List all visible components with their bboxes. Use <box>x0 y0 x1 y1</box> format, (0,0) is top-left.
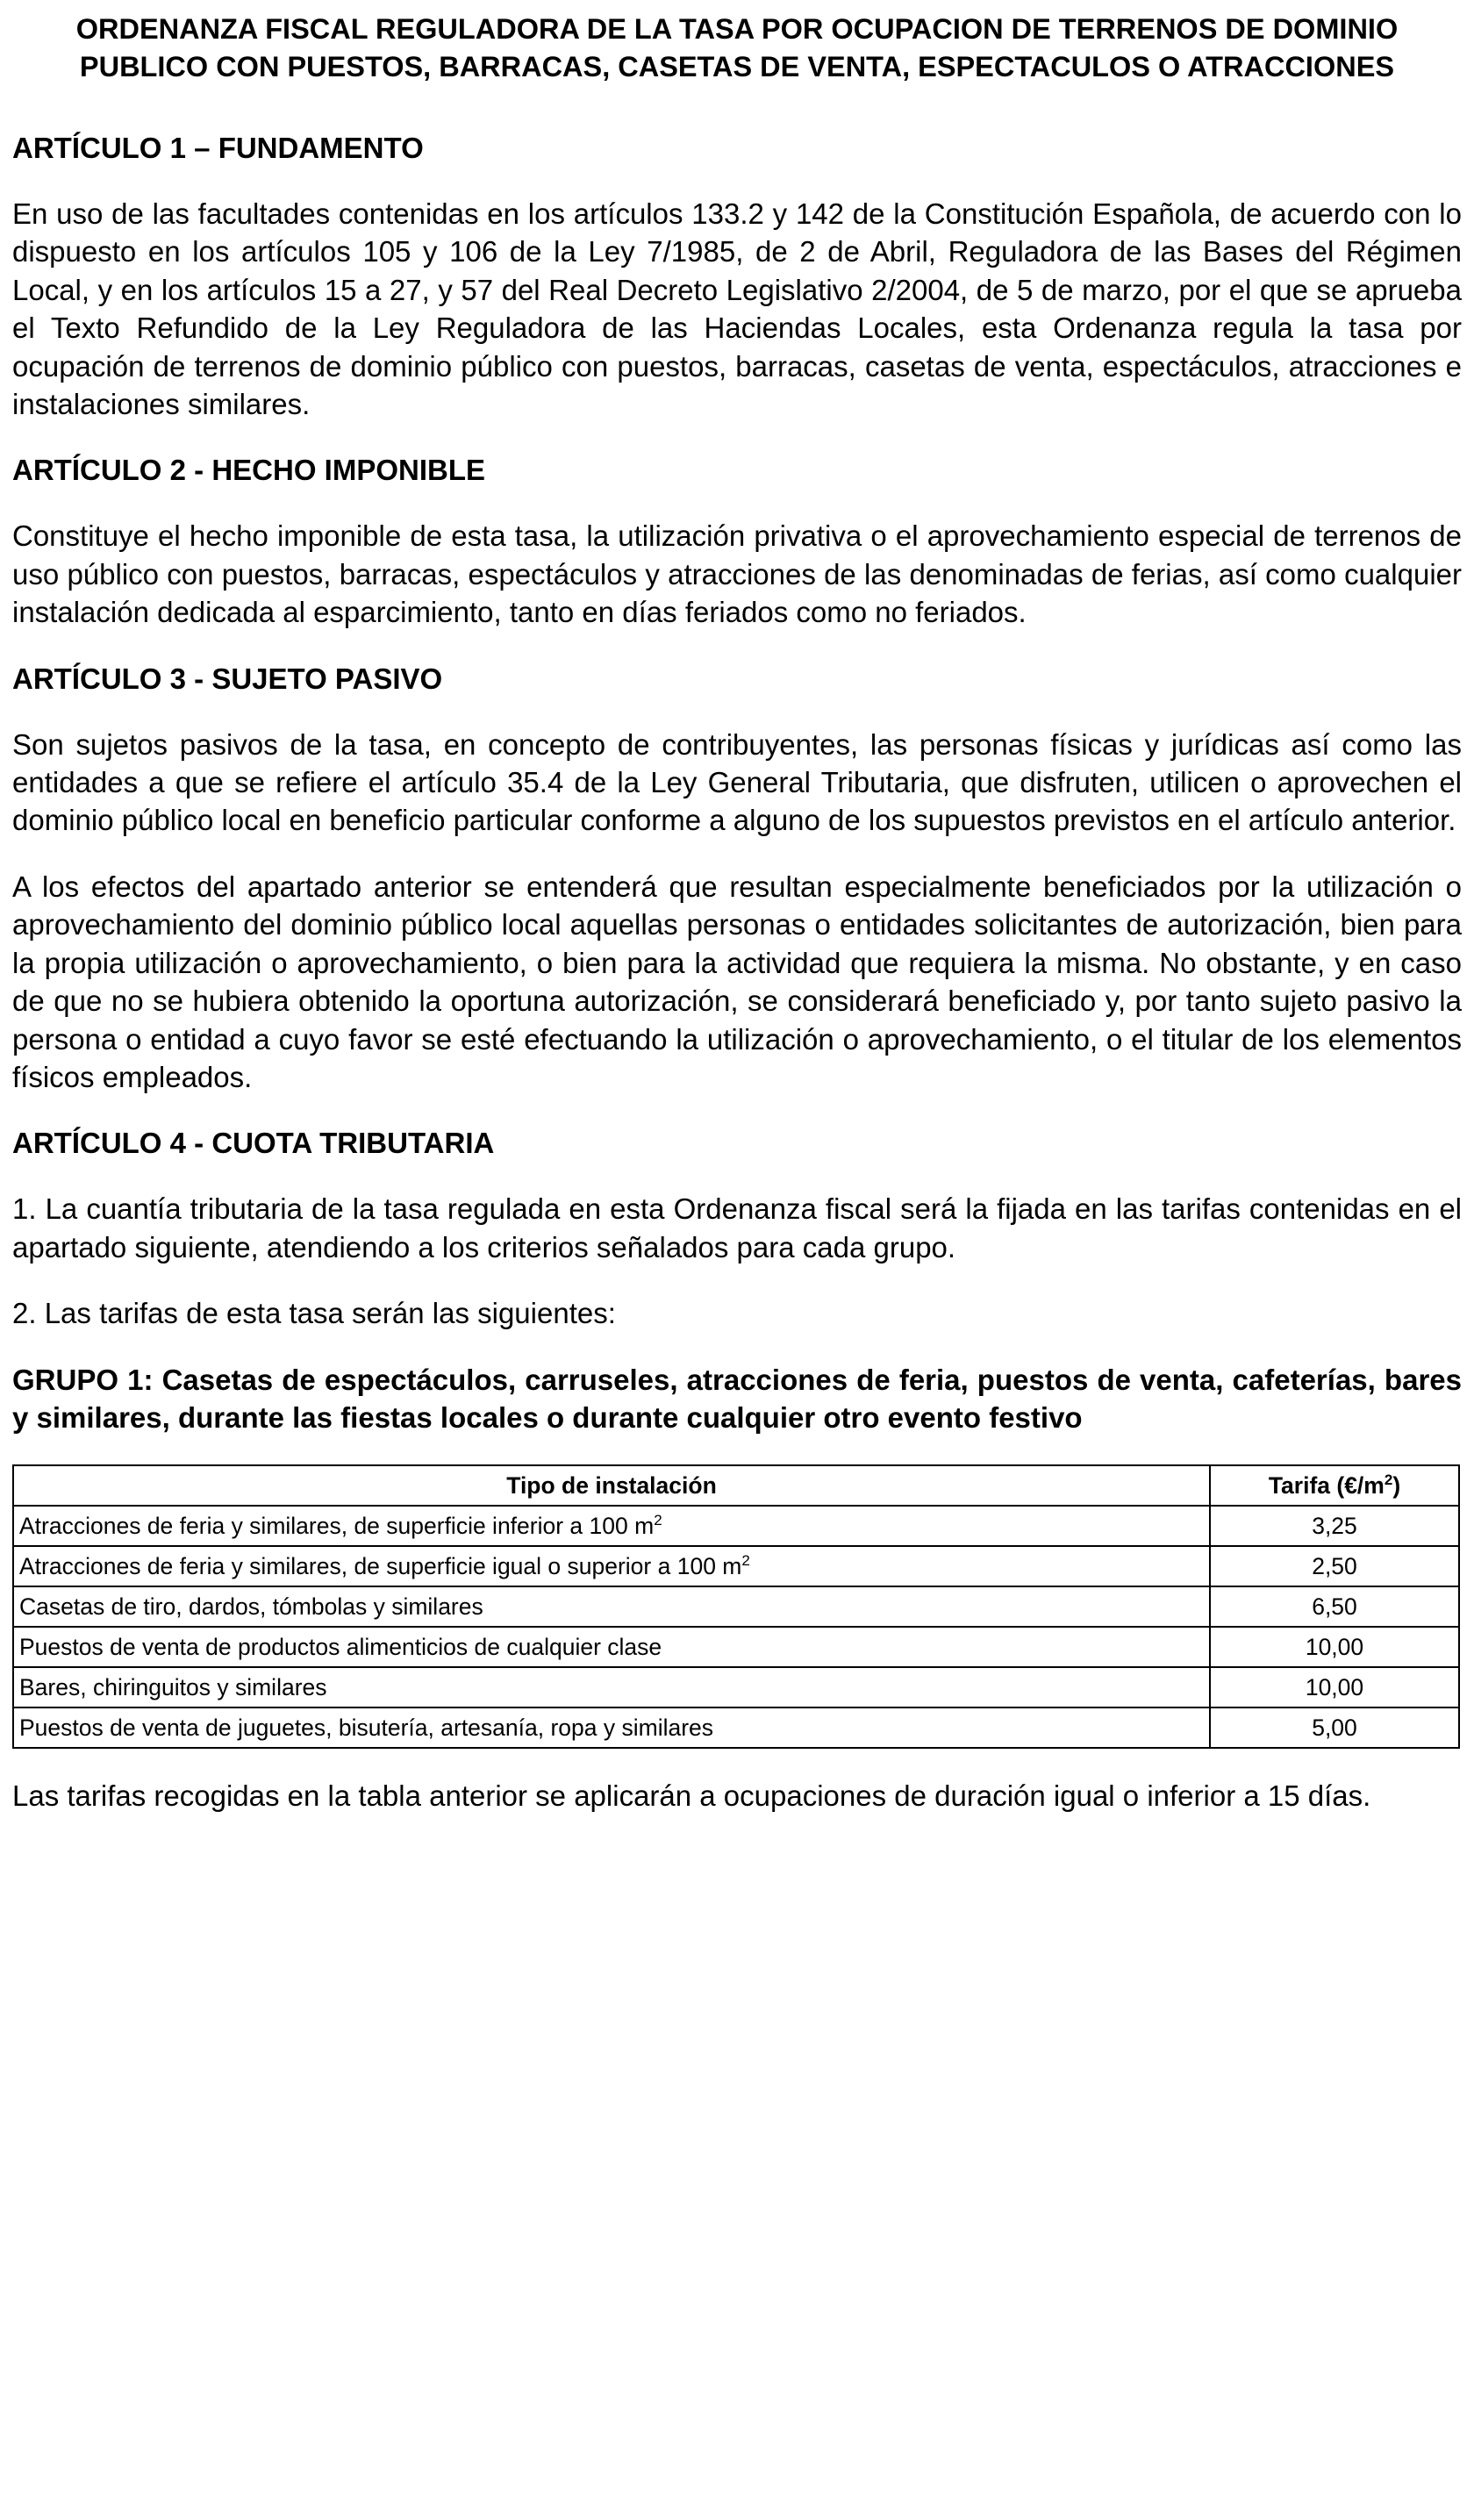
tariff-value: 10,00 <box>1210 1667 1459 1707</box>
table-row <box>13 1707 1459 1748</box>
table-row <box>13 1546 1459 1586</box>
tariff-value: 3,25 <box>1210 1506 1459 1546</box>
tariff-value: 10,00 <box>1210 1627 1459 1667</box>
installation-type-text: Puestos de venta de juguetes, bisutería, artesanía, ropa y similares <box>19 1715 714 1742</box>
tariff-table <box>12 1464 1460 1749</box>
tariff-value: 2,50 <box>1210 1546 1459 1586</box>
group-1-heading: GRUPO 1: Casetas de espectáculos, carruseles, atracciones de feria, puestos de venta, cafeterías, bares y similares, durante las fiestas locales o durante cualquier otro evento festivo <box>12 1363 1462 1434</box>
unit-superscript: 2 <box>741 1552 750 1570</box>
article-2-paragraph: Constituye el hecho imponible de esta tasa, la utilización privativa o el aprovechamiento especial de terrenos de uso público con puestos, barracas, espectáculos y atracciones de las denominadas de ferias, así como cualquier instalación dedicada al esparcimiento, tanto en días feriados como no feriados. <box>12 519 1462 629</box>
tariff-table-header <box>13 1465 1459 1506</box>
table-row <box>13 1667 1459 1707</box>
article-3-paragraph-1: Son sujetos pasivos de la tasa, en concepto de contribuyentes, las personas físicas y jurídicas así como las entidades a que se refiere el artículo 35.4 de la Ley General Tributaria, que disfruten, utilicen o aprovechen el dominio público local en beneficio particular conforme a alguno de los supuestos previstos en el artículo anterior. <box>12 727 1462 837</box>
table-row <box>13 1506 1459 1546</box>
article-3-heading: ARTÍCULO 3 - SUJETO PASIVO <box>12 662 443 695</box>
unit-superscript: 2 <box>654 1512 662 1529</box>
article-4-paragraph-2: 2. Las tarifas de esta tasa serán las siguientes: <box>12 1297 616 1330</box>
article-3-paragraph-2: A los efectos del apartado anterior se entenderá que resultan especialmente beneficiados por la utilización o aprovechamiento del dominio público local aquellas personas o entidades solicitantes de autorización, bien para la propia utilización o aprovechamiento, o bien para la actividad que requiera la misma. No obstante, y en caso de que no se hubiera obtenido la oportuna autorización, se considerará beneficiado y, por tanto sujeto pasivo la persona o entidad a cuyo favor se esté efectuando la utilización o aprovechamiento, o el titular de los elementos físicos empleados. <box>12 870 1462 1093</box>
installation-type <box>13 1627 1210 1667</box>
installation-type <box>13 1667 1210 1707</box>
document-title: ORDENANZA FISCAL REGULADORA DE LA TASA POR OCUPACION DE TERRENOS DE DOMINIO PUBLICO CON PUESTOS, BARRACAS, CASETAS DE VENTA, ESPECTACULOS O ATRACCIONES <box>75 13 1399 82</box>
installation-type-text: Bares, chiringuitos y similares <box>19 1674 327 1701</box>
tariff-value: 6,50 <box>1210 1586 1459 1627</box>
article-2-heading: ARTÍCULO 2 - HECHO IMPONIBLE <box>12 454 486 487</box>
installation-type-text: Atracciones de feria y similares, de superficie inferior a 100 m <box>19 1513 655 1540</box>
article-4-paragraph-1: 1. La cuantía tributaria de la tasa regulada en esta Ordenanza fiscal será la fijada en las tarifas contenidas en el apartado siguiente, atendiendo a los criterios señalados para cada grupo. <box>12 1192 1462 1264</box>
tariff-value: 5,00 <box>1210 1707 1459 1748</box>
group-1-note: Las tarifas recogidas en la tabla anterior se aplicarán a ocupaciones de duración igual o inferior a 15 días. <box>12 1779 1371 1813</box>
installation-type <box>13 1586 1210 1627</box>
table-row <box>13 1586 1459 1627</box>
column-header-type: Tipo de instalación <box>13 1465 1210 1506</box>
column-header-rate-text: Tarifa (€/m <box>1268 1472 1385 1500</box>
column-header-rate <box>1210 1465 1459 1506</box>
installation-type <box>13 1707 1210 1748</box>
installation-type-text: Casetas de tiro, dardos, tómbolas y similares <box>19 1593 483 1621</box>
article-1-paragraph: En uso de las facultades contenidas en los artículos 133.2 y 142 de la Constitución Española, de acuerdo con lo dispuesto en los artículos 105 y 106 de la Ley 7/1985, de 2 de Abril, Reguladora de las Bases del Régimen Local, y en los artículos 15 a 27, y 57 del Real Decreto Legislativo 2/2004, de 5 de marzo, por el que se aprueba el Texto Refundido de la Ley Reguladora de las Haciendas Locales, esta Ordenanza regula la tasa por ocupación de terrenos de dominio público con puestos, barracas, casetas de venta, espectáculos, atracciones e instalaciones similares. <box>12 197 1462 421</box>
column-header-rate-sup: 2 <box>1384 1471 1393 1489</box>
installation-type-text: Atracciones de feria y similares, de superficie igual o superior a 100 m <box>19 1553 742 1580</box>
column-header-rate-close: ) <box>1392 1472 1401 1500</box>
document-page <box>12 0 1462 1815</box>
article-1-heading: ARTÍCULO 1 – FUNDAMENTO <box>12 132 424 164</box>
installation-type-text: Puestos de venta de productos alimenticios de cualquier clase <box>19 1634 662 1661</box>
article-4-heading: ARTÍCULO 4 - CUOTA TRIBUTARIA <box>12 1127 495 1160</box>
installation-type <box>13 1546 1210 1586</box>
table-row <box>13 1627 1459 1667</box>
installation-type <box>13 1506 1210 1546</box>
